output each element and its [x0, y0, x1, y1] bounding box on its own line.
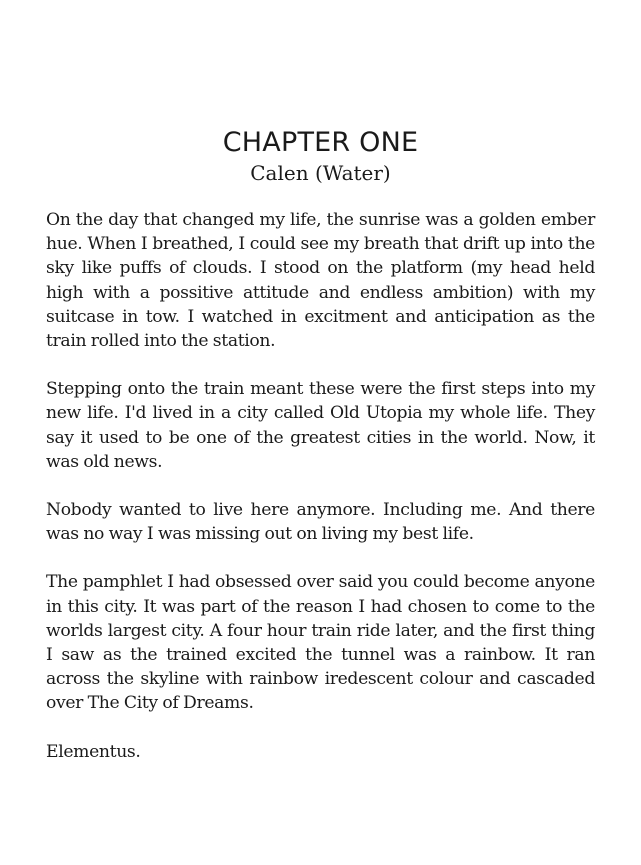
- paragraph-4: The pamphlet I had obsessed over said you could become anyone in this city. It was part of the reason I had chosen to come to the worlds largest city. A four hour train ride later, and the first thing I saw as the trained excited the tunnel was a rainbow. It ran across the skyline with rainbow iredescent colour and cascaded over The City of Dreams.: [46, 572, 595, 714]
- paragraph-2: Stepping onto the train meant these were the first steps into my new life. I'd lived in a city called Old Utopia my whole life. They say it used to be one of the greatest cities in the world. Now, it was old news.: [46, 379, 595, 472]
- paragraph-5: Elementus.: [46, 741, 141, 762]
- paragraph-1: On the day that changed my life, the sunrise was a golden ember hue. When I breathed, I could see my breath that drift up into the sky like puffs of clouds. I stood on the platform (my head held high with a possitive attitude and endless ambition) with my suitcase in tow. I watched in excitment and anticipation as the train rolled into the station.: [46, 210, 595, 352]
- chapter-title: CHAPTER ONE: [222, 127, 419, 158]
- chapter-subtitle: Calen (Water): [250, 161, 391, 185]
- paragraph-3: Nobody wanted to live here anymore. Including me. And there was no way I was missing out on living my best life.: [46, 500, 595, 545]
- chapter-body: [46, 208, 595, 764]
